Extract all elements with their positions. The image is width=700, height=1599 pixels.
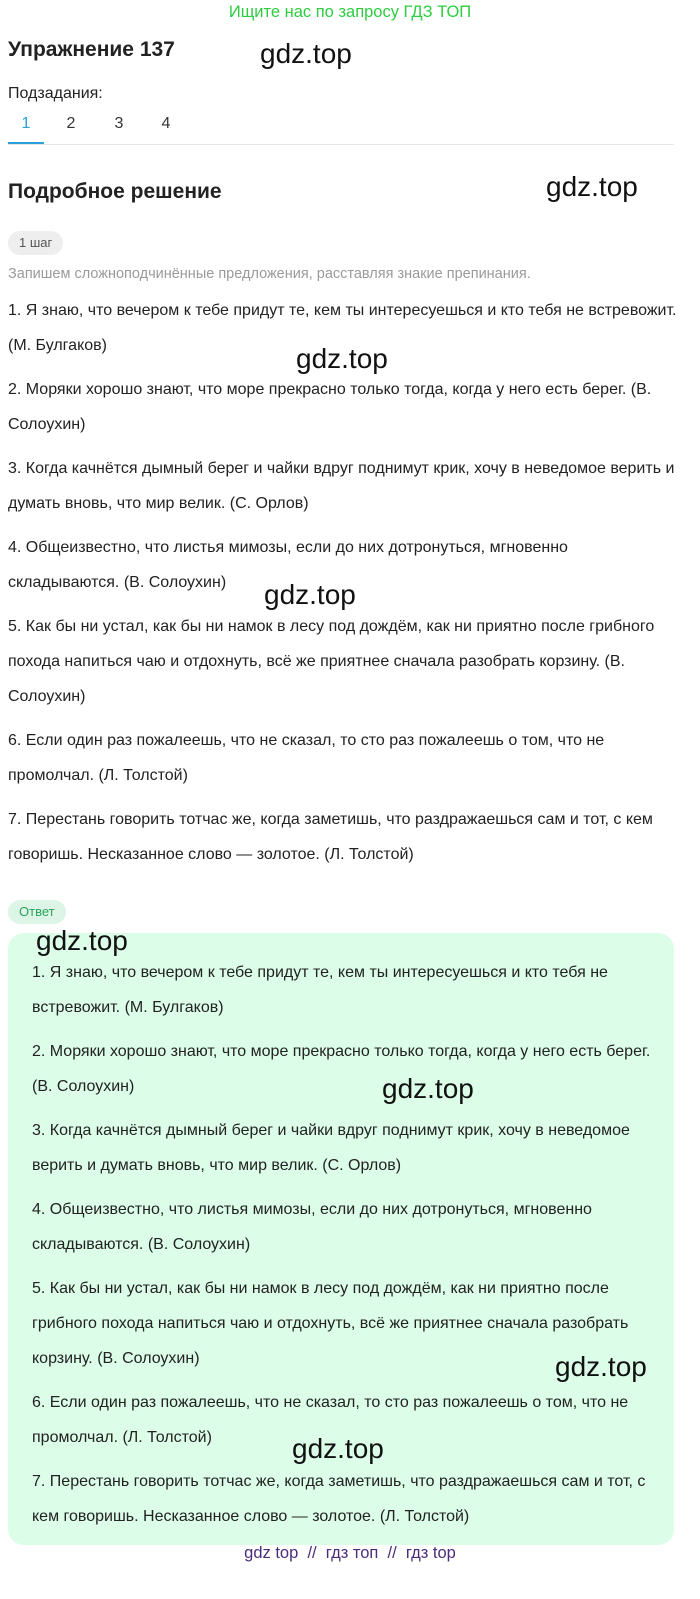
solution-title: Подробное решение bbox=[8, 180, 222, 203]
watermark: gdz.top bbox=[260, 38, 352, 69]
watermark: gdz.top bbox=[382, 1073, 474, 1104]
answer-item: 7. Перестань говорить тотчас же, когда заметишь, что раздражаешься сам и тот, с кем говоришь. Несказанное слово — золотое. (Л. Толстой) bbox=[32, 1473, 646, 1525]
solution-item: 2. Моряки хорошо знают, что море прекрасно только тогда, когда у него есть берег. (В. Солоухин) bbox=[8, 381, 652, 433]
watermark: gdz.top bbox=[546, 171, 638, 202]
watermark: gdz.top bbox=[555, 1351, 647, 1382]
answer-item: 1. Я знаю, что вечером к тебе придут те, кем ты интересуешься и кто тебя не встревожит. (М. Булгаков) bbox=[32, 964, 608, 1016]
subtask-tab-1[interactable]: 1 bbox=[8, 108, 44, 144]
solution-item: 7. Перестань говорить тотчас же, когда заметишь, что раздражаешься сам и тот, с кем говоришь. Несказанное слово — золотое. (Л. Толстой) bbox=[8, 811, 653, 863]
answer-item: 5. Как бы ни устал, как бы ни намок в лесу под дождём, как ни приятно после грибного похода напиться чаю и отдохнуть, всё же приятнее сначала разобрать корзину. (В. Солоухин) bbox=[32, 1280, 629, 1367]
solution-intro: Запишем сложноподчинённые предложения, расставляя знакие препинания. bbox=[8, 266, 531, 282]
answer-item: 3. Когда качнётся дымный берег и чайки вдруг поднимут крик, хочу в неведомое верить и думать вновь, что мир велик. (С. Орлов) bbox=[32, 1122, 630, 1174]
subtask-tab-2[interactable]: 2 bbox=[66, 115, 76, 132]
exercise-title: Упражнение 137 bbox=[8, 38, 175, 61]
watermark: gdz.top bbox=[36, 925, 128, 956]
solution-item: 5. Как бы ни устал, как бы ни намок в лесу под дождём, как ни приятно после грибного похода напиться чаю и отдохнуть, всё же приятнее сначала разобрать корзину. (В. Солоухин) bbox=[8, 618, 655, 705]
step-badge: 1 шаг bbox=[8, 231, 63, 255]
answer-item: 6. Если один раз пожалеешь, что не сказал, то сто раз пожалеешь о том, что не промолчал. (Л. Толстой) bbox=[32, 1394, 629, 1446]
subtask-tab-3[interactable]: 3 bbox=[114, 115, 124, 132]
solution-item: 6. Если один раз пожалеешь, что не сказал, то сто раз пожалеешь о том, что не промолчал. (Л. Толстой) bbox=[8, 732, 605, 784]
search-hint-banner: Ищите нас по запросу ГДЗ ТОП bbox=[228, 3, 472, 21]
subtask-tab-4[interactable]: 4 bbox=[161, 115, 171, 132]
watermark: gdz.top bbox=[264, 579, 356, 610]
answer-badge: Ответ bbox=[8, 900, 66, 924]
subtasks-label: Подзадания: bbox=[8, 85, 103, 102]
watermark: gdz.top bbox=[296, 343, 388, 374]
solution-item: 4. Общеизвестно, что листья мимозы, если до них дотронуться, мгновенно складываются. (В. Солоухин) bbox=[8, 539, 568, 591]
watermark: gdz.top bbox=[292, 1433, 384, 1464]
subtask-tabs bbox=[8, 108, 674, 144]
answer-item: 4. Общеизвестно, что листья мимозы, если до них дотронуться, мгновенно складываются. (В. Солоухин) bbox=[32, 1201, 592, 1253]
solution-item: 3. Когда качнётся дымный берег и чайки вдруг поднимут крик, хочу в неведомое верить и думать вновь, что мир велик. (С. Орлов) bbox=[8, 460, 675, 512]
answer-item: 2. Моряки хорошо знают, что море прекрасно только тогда, когда у него есть берег. (В. Солоухин) bbox=[32, 1043, 651, 1095]
solution-item: 1. Я знаю, что вечером к тебе придут те, кем ты интересуешься и кто тебя не встревожит. (М. Булгаков) bbox=[8, 302, 677, 354]
footer-links: gdz top // гдз топ // гдз top bbox=[244, 1544, 456, 1562]
tabs-divider bbox=[8, 144, 674, 145]
